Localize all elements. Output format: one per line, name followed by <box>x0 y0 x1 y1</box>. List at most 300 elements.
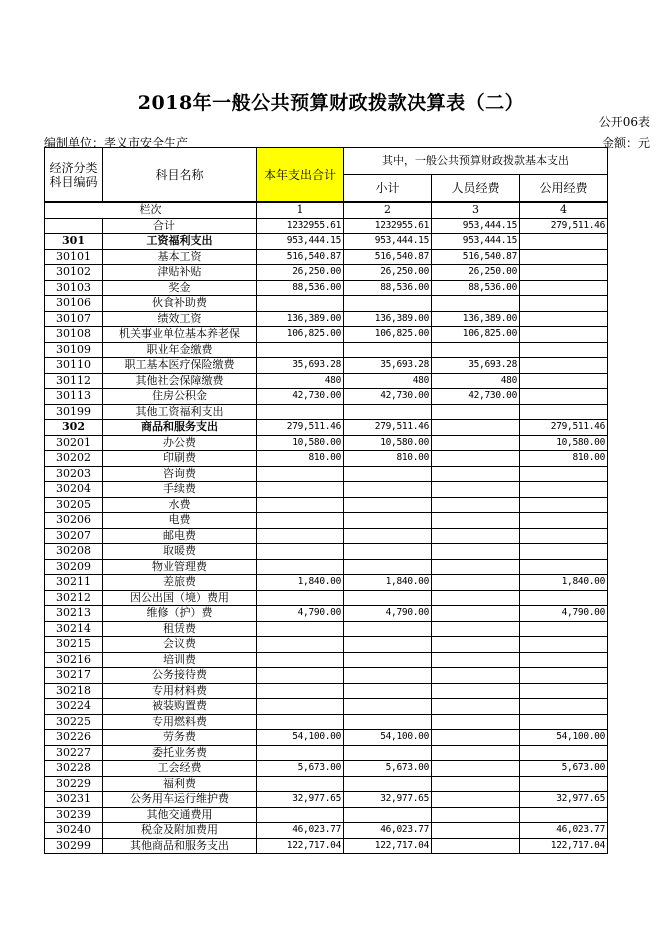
row-code: 30211 <box>45 575 103 591</box>
row-code: 30214 <box>45 621 103 637</box>
table-row <box>45 497 608 513</box>
row-subtotal <box>344 404 432 420</box>
row-public: 5,673.00 <box>520 761 608 777</box>
row-total: 480 <box>257 373 344 389</box>
row-personnel: 26,250.00 <box>432 265 520 281</box>
header-subtotal: 小计 <box>344 175 432 203</box>
row-public <box>520 265 608 281</box>
row-total <box>257 466 344 482</box>
row-total: 4,790.00 <box>257 606 344 622</box>
row-subtotal: 279,511.46 <box>344 420 432 436</box>
row-name: 咨询费 <box>103 466 257 482</box>
row-code <box>45 218 103 234</box>
row-personnel <box>432 575 520 591</box>
table-row <box>45 745 608 761</box>
row-name: 其他交通费用 <box>103 807 257 823</box>
row-total: 35,693.28 <box>257 358 344 374</box>
header-personnel: 人员经费 <box>432 175 520 203</box>
row-public <box>520 714 608 730</box>
row-code: 30231 <box>45 792 103 808</box>
row-total <box>257 342 344 358</box>
row-subtotal: 106,825.00 <box>344 327 432 343</box>
row-code: 30108 <box>45 327 103 343</box>
row-public: 1,840.00 <box>520 575 608 591</box>
header-public: 公用经费 <box>520 175 608 203</box>
row-total <box>257 497 344 513</box>
header-total: 本年支出合计 <box>257 148 344 203</box>
row-public <box>520 482 608 498</box>
row-code: 30202 <box>45 451 103 467</box>
row-public <box>520 528 608 544</box>
table-row <box>45 621 608 637</box>
row-total <box>257 776 344 792</box>
row-total <box>257 296 344 312</box>
row-total <box>257 621 344 637</box>
row-public <box>520 668 608 684</box>
table-row <box>45 606 608 622</box>
row-total: 279,511.46 <box>257 420 344 436</box>
row-total <box>257 559 344 575</box>
row-public <box>520 776 608 792</box>
row-code: 301 <box>45 234 103 250</box>
row-name: 伙食补助费 <box>103 296 257 312</box>
table-row <box>45 342 608 358</box>
row-public <box>520 358 608 374</box>
row-public <box>520 342 608 358</box>
index-row <box>45 202 608 218</box>
row-code: 30109 <box>45 342 103 358</box>
row-name: 住房公积金 <box>103 389 257 405</box>
table-row <box>45 575 608 591</box>
row-subtotal <box>344 637 432 653</box>
row-name: 会议费 <box>103 637 257 653</box>
row-public <box>520 234 608 250</box>
row-code: 30228 <box>45 761 103 777</box>
row-code: 30204 <box>45 482 103 498</box>
row-personnel <box>432 807 520 823</box>
row-personnel <box>432 435 520 451</box>
row-subtotal: 32,977.65 <box>344 792 432 808</box>
row-name: 委托业务费 <box>103 745 257 761</box>
row-name: 其他工资福利支出 <box>103 404 257 420</box>
row-name: 差旅费 <box>103 575 257 591</box>
row-public <box>520 404 608 420</box>
reporting-unit: 编制单位：孝义市安全生产 <box>44 136 189 150</box>
amount-unit: 金额：元 <box>601 136 650 150</box>
table-row <box>45 730 608 746</box>
row-name: 津贴补贴 <box>103 265 257 281</box>
row-personnel <box>432 497 520 513</box>
row-code: 30112 <box>45 373 103 389</box>
row-name: 机关事业单位基本养老保 <box>103 327 257 343</box>
row-code: 30208 <box>45 544 103 560</box>
row-public <box>520 373 608 389</box>
row-total: 136,389.00 <box>257 311 344 327</box>
row-subtotal <box>344 559 432 575</box>
row-name: 职业年金缴费 <box>103 342 257 358</box>
row-name: 手续费 <box>103 482 257 498</box>
row-code: 30213 <box>45 606 103 622</box>
row-public <box>520 311 608 327</box>
row-personnel: 480 <box>432 373 520 389</box>
row-code: 30113 <box>45 389 103 405</box>
row-total: 54,100.00 <box>257 730 344 746</box>
row-total: 1,840.00 <box>257 575 344 591</box>
table-row <box>45 373 608 389</box>
row-public <box>520 559 608 575</box>
row-total: 953,444.15 <box>257 234 344 250</box>
table-row <box>45 451 608 467</box>
table-row <box>45 683 608 699</box>
row-personnel <box>432 668 520 684</box>
table-row <box>45 544 608 560</box>
row-name: 专用燃料费 <box>103 714 257 730</box>
row-personnel: 516,540.87 <box>432 249 520 265</box>
row-name: 印刷费 <box>103 451 257 467</box>
row-subtotal <box>344 776 432 792</box>
row-public <box>520 807 608 823</box>
row-subtotal <box>344 714 432 730</box>
table-row <box>45 792 608 808</box>
row-personnel <box>432 451 520 467</box>
row-name: 基本工资 <box>103 249 257 265</box>
row-subtotal: 54,100.00 <box>344 730 432 746</box>
row-subtotal: 35,693.28 <box>344 358 432 374</box>
row-public <box>520 327 608 343</box>
row-personnel: 88,536.00 <box>432 280 520 296</box>
row-code: 30239 <box>45 807 103 823</box>
form-code: 公开06表 <box>598 115 650 129</box>
row-name: 培训费 <box>103 652 257 668</box>
row-code: 30240 <box>45 823 103 839</box>
row-personnel <box>432 606 520 622</box>
header-group: 其中，一般公共预算财政拨款基本支出 <box>344 148 608 175</box>
row-subtotal <box>344 482 432 498</box>
row-code: 30225 <box>45 714 103 730</box>
row-total: 516,540.87 <box>257 249 344 265</box>
row-subtotal: 46,023.77 <box>344 823 432 839</box>
row-total: 1232955.61 <box>257 218 344 234</box>
table-row <box>45 668 608 684</box>
row-subtotal <box>344 683 432 699</box>
index-3: 3 <box>432 202 520 218</box>
row-personnel <box>432 699 520 715</box>
row-subtotal: 1232955.61 <box>344 218 432 234</box>
table-row <box>45 590 608 606</box>
table-row <box>45 823 608 839</box>
row-personnel <box>432 761 520 777</box>
table-row <box>45 420 608 436</box>
row-code: 30212 <box>45 590 103 606</box>
row-public: 32,977.65 <box>520 792 608 808</box>
row-total: 46,023.77 <box>257 823 344 839</box>
table-row <box>45 714 608 730</box>
row-name: 合计 <box>103 218 257 234</box>
row-name: 物业管理费 <box>103 559 257 575</box>
row-code: 30299 <box>45 838 103 854</box>
row-total <box>257 745 344 761</box>
row-total <box>257 652 344 668</box>
row-subtotal: 810.00 <box>344 451 432 467</box>
row-public <box>520 699 608 715</box>
row-public: 54,100.00 <box>520 730 608 746</box>
row-name: 奖金 <box>103 280 257 296</box>
table-row <box>45 327 608 343</box>
row-code: 30205 <box>45 497 103 513</box>
report-title: 2018年一般公共预算财政拨款决算表（二） <box>137 92 525 114</box>
row-subtotal: 26,250.00 <box>344 265 432 281</box>
table-row <box>45 776 608 792</box>
row-personnel <box>432 823 520 839</box>
row-total: 10,580.00 <box>257 435 344 451</box>
row-total <box>257 699 344 715</box>
row-personnel <box>432 482 520 498</box>
row-name: 水费 <box>103 497 257 513</box>
row-name: 公务接待费 <box>103 668 257 684</box>
row-public <box>520 513 608 529</box>
table-row <box>45 559 608 575</box>
row-personnel <box>432 528 520 544</box>
row-public: 279,511.46 <box>520 420 608 436</box>
table-row <box>45 358 608 374</box>
row-subtotal: 42,730.00 <box>344 389 432 405</box>
row-public: 4,790.00 <box>520 606 608 622</box>
row-subtotal <box>344 621 432 637</box>
row-personnel <box>432 513 520 529</box>
table-row <box>45 249 608 265</box>
row-name: 因公出国（境）费用 <box>103 590 257 606</box>
row-name: 税金及附加费用 <box>103 823 257 839</box>
row-total <box>257 513 344 529</box>
row-total: 810.00 <box>257 451 344 467</box>
table-row <box>45 761 608 777</box>
row-subtotal: 5,673.00 <box>344 761 432 777</box>
row-subtotal <box>344 745 432 761</box>
row-personnel <box>432 637 520 653</box>
row-name: 工资福利支出 <box>103 234 257 250</box>
row-name: 租赁费 <box>103 621 257 637</box>
index-4: 4 <box>520 202 608 218</box>
row-name: 公务用车运行维护费 <box>103 792 257 808</box>
index-1: 1 <box>257 202 344 218</box>
table-row <box>45 652 608 668</box>
row-public <box>520 621 608 637</box>
row-total <box>257 590 344 606</box>
row-code: 30110 <box>45 358 103 374</box>
row-personnel <box>432 621 520 637</box>
row-personnel <box>432 420 520 436</box>
row-public <box>520 389 608 405</box>
row-name: 取暖费 <box>103 544 257 560</box>
table-row <box>45 404 608 420</box>
row-public <box>520 280 608 296</box>
row-personnel <box>432 776 520 792</box>
row-subtotal <box>344 466 432 482</box>
row-code: 30226 <box>45 730 103 746</box>
row-code: 30217 <box>45 668 103 684</box>
row-subtotal: 480 <box>344 373 432 389</box>
table-row <box>45 311 608 327</box>
row-subtotal <box>344 342 432 358</box>
row-public: 10,580.00 <box>520 435 608 451</box>
table-row <box>45 265 608 281</box>
row-personnel <box>432 745 520 761</box>
row-total <box>257 528 344 544</box>
table-row <box>45 234 608 250</box>
row-subtotal: 88,536.00 <box>344 280 432 296</box>
row-code: 30218 <box>45 683 103 699</box>
row-personnel <box>432 466 520 482</box>
row-personnel <box>432 683 520 699</box>
row-public <box>520 590 608 606</box>
row-total <box>257 807 344 823</box>
row-total <box>257 683 344 699</box>
row-subtotal: 122,717.04 <box>344 838 432 854</box>
row-subtotal: 516,540.87 <box>344 249 432 265</box>
row-personnel <box>432 730 520 746</box>
row-subtotal <box>344 296 432 312</box>
row-code: 302 <box>45 420 103 436</box>
row-subtotal: 10,580.00 <box>344 435 432 451</box>
row-name: 维修（护）费 <box>103 606 257 622</box>
row-personnel: 35,693.28 <box>432 358 520 374</box>
row-total <box>257 637 344 653</box>
row-personnel: 953,444.15 <box>432 234 520 250</box>
row-subtotal <box>344 668 432 684</box>
row-personnel <box>432 559 520 575</box>
table-row <box>45 528 608 544</box>
header-econ-code: 经济分类 科目编码 <box>45 148 103 203</box>
row-code: 30107 <box>45 311 103 327</box>
row-total <box>257 714 344 730</box>
row-personnel <box>432 342 520 358</box>
table-row <box>45 280 608 296</box>
row-name: 被装购置费 <box>103 699 257 715</box>
row-total: 42,730.00 <box>257 389 344 405</box>
row-total <box>257 544 344 560</box>
row-public <box>520 652 608 668</box>
row-subtotal: 136,389.00 <box>344 311 432 327</box>
row-public <box>520 683 608 699</box>
row-public <box>520 497 608 513</box>
row-total: 122,717.04 <box>257 838 344 854</box>
row-code: 30201 <box>45 435 103 451</box>
row-code: 30227 <box>45 745 103 761</box>
row-subtotal: 4,790.00 <box>344 606 432 622</box>
row-public: 279,511.46 <box>520 218 608 234</box>
row-total: 88,536.00 <box>257 280 344 296</box>
row-public: 122,717.04 <box>520 838 608 854</box>
row-name: 其他商品和服务支出 <box>103 838 257 854</box>
row-subtotal <box>344 513 432 529</box>
header-subject-name: 科目名称 <box>103 148 257 203</box>
row-code: 30206 <box>45 513 103 529</box>
row-subtotal: 1,840.00 <box>344 575 432 591</box>
budget-table <box>44 147 608 854</box>
row-name: 职工基本医疗保险缴费 <box>103 358 257 374</box>
row-name: 邮电费 <box>103 528 257 544</box>
row-code: 30106 <box>45 296 103 312</box>
row-total: 32,977.65 <box>257 792 344 808</box>
row-personnel <box>432 296 520 312</box>
table-row <box>45 296 608 312</box>
row-public <box>520 745 608 761</box>
table-row <box>45 435 608 451</box>
row-name: 电费 <box>103 513 257 529</box>
row-code: 30209 <box>45 559 103 575</box>
row-total: 5,673.00 <box>257 761 344 777</box>
row-personnel <box>432 652 520 668</box>
row-public: 810.00 <box>520 451 608 467</box>
row-name: 福利费 <box>103 776 257 792</box>
row-name: 专用材料费 <box>103 683 257 699</box>
row-public <box>520 637 608 653</box>
row-name: 其他社会保障缴费 <box>103 373 257 389</box>
row-personnel: 106,825.00 <box>432 327 520 343</box>
row-subtotal: 953,444.15 <box>344 234 432 250</box>
row-public <box>520 544 608 560</box>
row-personnel <box>432 792 520 808</box>
row-total <box>257 668 344 684</box>
index-2: 2 <box>344 202 432 218</box>
row-subtotal <box>344 807 432 823</box>
table-row <box>45 838 608 854</box>
row-public <box>520 296 608 312</box>
index-label: 栏次 <box>45 202 257 218</box>
table-row <box>45 699 608 715</box>
row-name: 办公费 <box>103 435 257 451</box>
row-personnel <box>432 838 520 854</box>
row-personnel <box>432 714 520 730</box>
row-code: 30224 <box>45 699 103 715</box>
row-personnel <box>432 404 520 420</box>
row-name: 商品和服务支出 <box>103 420 257 436</box>
row-subtotal <box>344 497 432 513</box>
table-row <box>45 218 608 234</box>
row-code: 30215 <box>45 637 103 653</box>
table-row <box>45 807 608 823</box>
row-name: 绩效工资 <box>103 311 257 327</box>
row-code: 30216 <box>45 652 103 668</box>
table-row <box>45 466 608 482</box>
table-row <box>45 637 608 653</box>
row-personnel <box>432 544 520 560</box>
table-row <box>45 513 608 529</box>
row-subtotal <box>344 699 432 715</box>
row-subtotal <box>344 590 432 606</box>
row-name: 劳务费 <box>103 730 257 746</box>
row-code: 30101 <box>45 249 103 265</box>
row-public: 46,023.77 <box>520 823 608 839</box>
table-row <box>45 482 608 498</box>
row-subtotal <box>344 544 432 560</box>
row-public <box>520 249 608 265</box>
row-total <box>257 482 344 498</box>
row-code: 30203 <box>45 466 103 482</box>
row-personnel <box>432 590 520 606</box>
row-name: 工会经费 <box>103 761 257 777</box>
row-personnel: 136,389.00 <box>432 311 520 327</box>
row-code: 30103 <box>45 280 103 296</box>
row-subtotal <box>344 652 432 668</box>
row-total: 106,825.00 <box>257 327 344 343</box>
table-row <box>45 389 608 405</box>
row-total: 26,250.00 <box>257 265 344 281</box>
row-code: 30199 <box>45 404 103 420</box>
row-personnel: 42,730.00 <box>432 389 520 405</box>
row-code: 30229 <box>45 776 103 792</box>
row-code: 30102 <box>45 265 103 281</box>
